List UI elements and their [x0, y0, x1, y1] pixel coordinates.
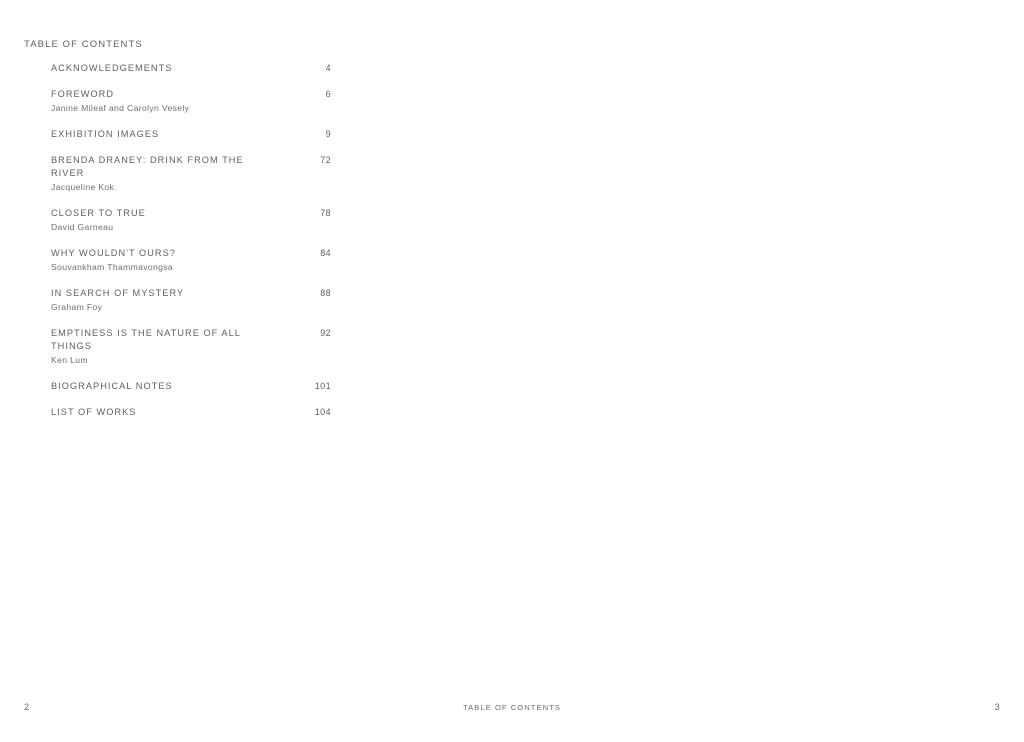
toc-entry-page: 84 [320, 248, 331, 258]
list-item[interactable] [51, 62, 331, 75]
page-title: TABLE OF CONTENTS [24, 39, 143, 50]
toc-entry-title: BIOGRAPHICAL NOTES [51, 381, 173, 391]
folio-left: 2 [24, 702, 30, 712]
toc-entry-title: BRENDA DRANEY: DRINK FROM THE RIVER [51, 155, 244, 178]
toc-entry-page: 4 [325, 63, 331, 73]
table-of-contents-list [51, 62, 331, 432]
toc-entry-title: IN SEARCH OF MYSTERY [51, 288, 185, 298]
running-head: TABLE OF CONTENTS [463, 703, 561, 712]
toc-entry-page: 9 [325, 129, 331, 139]
toc-entry-title: EMPTINESS IS THE NATURE OF ALL THINGS [51, 328, 241, 351]
toc-entry-title: EXHIBITION IMAGES [51, 129, 160, 139]
list-item[interactable] [51, 406, 331, 419]
toc-entry-title: LIST OF WORKS [51, 407, 137, 417]
toc-entry-page: 101 [314, 381, 331, 391]
list-item[interactable] [51, 287, 331, 314]
toc-entry-title: FOREWORD [51, 89, 115, 99]
toc-entry-author: Ken Lum [51, 355, 88, 365]
toc-entry-title: ACKNOWLEDGEMENTS [51, 63, 173, 73]
list-item[interactable] [51, 128, 331, 141]
toc-entry-page: 104 [314, 407, 331, 417]
toc-entry-title: CLOSER TO TRUE [51, 208, 146, 218]
toc-entry-page: 92 [320, 328, 331, 338]
toc-entry-page: 78 [320, 208, 331, 218]
page-footer [0, 702, 1024, 742]
list-item[interactable] [51, 380, 331, 393]
toc-entry-title: WHY WOULDN'T OURS? [51, 248, 176, 258]
toc-entry-author: Souvankham Thammavongsa [51, 262, 174, 272]
list-item[interactable] [51, 88, 331, 115]
toc-entry-author: Graham Foy [51, 302, 103, 312]
folio-right: 3 [994, 702, 1000, 712]
toc-entry-page: 88 [320, 288, 331, 298]
list-item[interactable] [51, 327, 331, 367]
list-item[interactable] [51, 154, 331, 194]
toc-entry-author: Jacqueline Kok [51, 182, 115, 192]
list-item[interactable] [51, 207, 331, 234]
toc-entry-author: David Garneau [51, 222, 114, 232]
toc-entry-page: 72 [320, 155, 331, 165]
list-item[interactable] [51, 247, 331, 274]
toc-entry-page: 6 [325, 89, 331, 99]
toc-entry-author: Janine Mileaf and Carolyn Vesely [51, 103, 190, 113]
